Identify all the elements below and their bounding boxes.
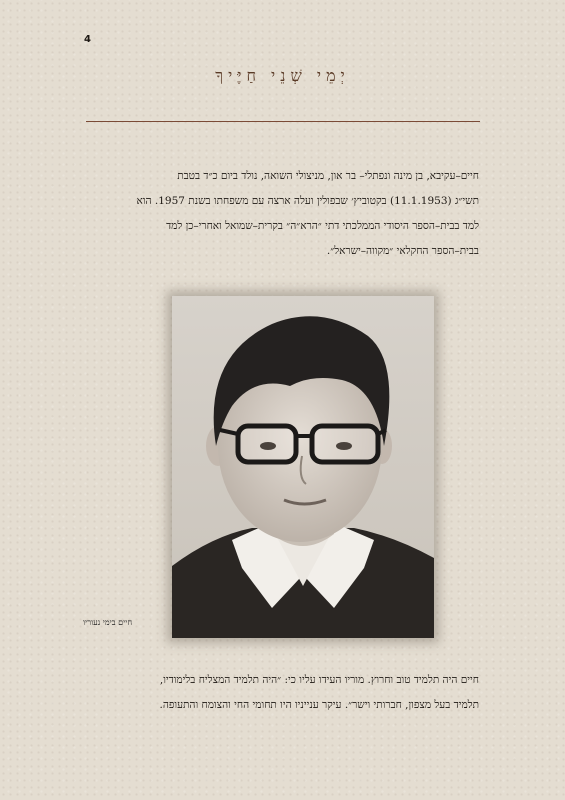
chapter-title: יְמֵי שְׁנֵי חַיֶּיךָ — [215, 66, 350, 85]
title-divider — [86, 121, 480, 122]
portrait-image — [172, 296, 434, 638]
paragraph-line: חיים היה תלמיד טוב וחרוץ. מוריו העידו עליו כי: ״היה תלמיד המצליח בלימודיו, — [159, 674, 479, 686]
portrait-photo — [172, 296, 434, 638]
paragraph-line: חיים–עקיבא, בן מינה ונפתלי– בר און, מניצולי השואה, נולד ביום כ״ד בטבת — [177, 170, 479, 182]
intro-paragraph — [81, 164, 479, 264]
paragraph-line: תשי״ג (11.1.1953) בקטוביץ׳ שבפולין ועלה ארצה עם משפחתו בשנת 1957. הוא — [136, 195, 479, 207]
paragraph-line: בבית–הספר החקלאי ״מקווה–ישראל״. — [326, 245, 479, 257]
paragraph-line: למד בבית–הספר היסודי הממלכתי דתי ״הרא״ה״ בקרית–שמואל ואחרי–כן למד — [166, 220, 479, 232]
photo-caption: חיים בימי נעוריו — [83, 618, 133, 627]
paragraph-line: תלמיד בעל מצפון, חברותי וישר״. עיקר ענייניו היו תחומי החי והצומח והתעופה. — [159, 699, 479, 711]
page-number: 4 — [84, 34, 91, 45]
school-paragraph — [79, 668, 479, 718]
